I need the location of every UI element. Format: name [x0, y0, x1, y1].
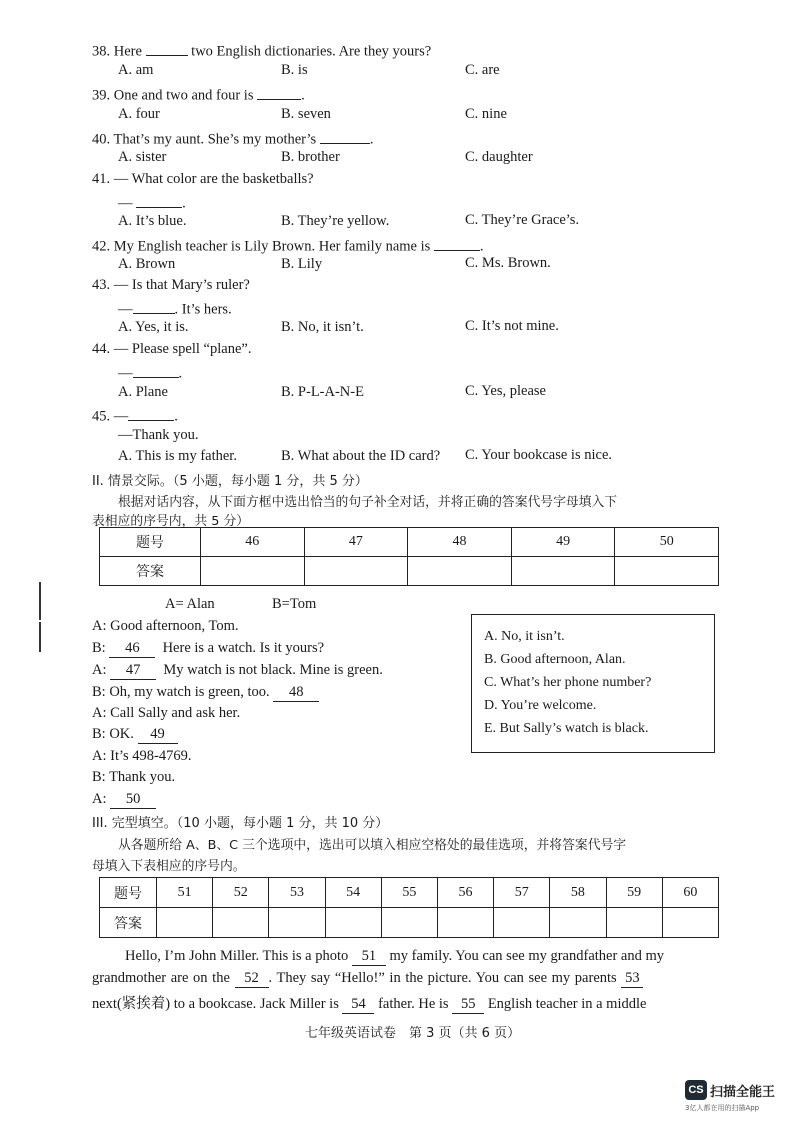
question-44-reply: — .	[118, 362, 182, 383]
option-c: C. nine	[465, 106, 507, 122]
dialogue-line: A: 47 My watch is not black. Mine is green.	[92, 662, 383, 678]
answer-cell[interactable]	[304, 557, 408, 586]
section-2-instruction-1: 根据对话内容，从下面方框中选出恰当的句子补全对话，并将正确的答案代号字母填入下	[118, 495, 618, 510]
answer-cell[interactable]	[157, 908, 213, 938]
table-number: 55	[381, 878, 437, 908]
question-42-stem: 42. My English teacher is Lily Brown. Her family name is .	[92, 235, 484, 256]
option-a: A. Plane	[118, 384, 168, 400]
option-c: C. Ms. Brown.	[465, 255, 551, 271]
table-number: 50	[615, 528, 719, 557]
section-2-instruction-2: 表相应的序号内，共 5 分）	[92, 514, 250, 529]
dialogue-options-box	[471, 614, 715, 753]
passage-line-1: Hello, I’m John Miller. This is a photo 51 my family. You can see my grandfather and my	[125, 948, 665, 964]
option-b: B. P-L-A-N-E	[281, 384, 364, 400]
option-c: C. They’re Grace’s.	[465, 212, 580, 228]
option-b: B. seven	[281, 106, 331, 122]
answer-cell[interactable]	[213, 908, 269, 938]
role-alan: A= Alan	[165, 596, 215, 612]
table-number: 57	[494, 878, 550, 908]
option-c: C. Your bookcase is nice.	[465, 447, 613, 463]
question-39-stem: 39. One and two and four is .	[92, 84, 305, 105]
table-number: 54	[325, 878, 381, 908]
table-number: 59	[606, 878, 662, 908]
answer-table-46-50	[99, 527, 719, 586]
option-item: D. You’re welcome.	[484, 698, 597, 713]
answer-cell[interactable]	[511, 557, 615, 586]
dialogue-line: B: Thank you.	[92, 769, 176, 785]
option-item: C. What’s her phone number?	[484, 675, 652, 690]
table-number: 56	[437, 878, 493, 908]
dialogue-line: B: Oh, my watch is green, too. 48	[92, 684, 319, 702]
answer-cell[interactable]	[437, 908, 493, 938]
dialogue-line: A: It’s 498-4769.	[92, 748, 192, 764]
question-41-stem: 41. — What color are the basketballs?	[92, 171, 314, 187]
question-43-stem: 43. — Is that Mary’s ruler?	[92, 277, 250, 293]
option-a: A. am	[118, 62, 154, 78]
answer-cell[interactable]	[494, 908, 550, 938]
answer-cell[interactable]	[550, 908, 606, 938]
table-number: 58	[550, 878, 606, 908]
option-a: A. It’s blue.	[118, 213, 187, 229]
table-number: 49	[511, 528, 615, 557]
option-c: C. Yes, please	[465, 383, 546, 399]
answer-cell[interactable]	[381, 908, 437, 938]
table-header-label: 题号	[100, 878, 157, 908]
answer-cell[interactable]	[606, 908, 662, 938]
table-number: 52	[213, 878, 269, 908]
option-c: C. daughter	[465, 149, 533, 165]
section-3-heading: III. 完型填空。（10 小题，每小题 1 分，共 10 分）	[92, 816, 389, 831]
table-number: 47	[304, 528, 408, 557]
table-number: 48	[408, 528, 512, 557]
answer-cell[interactable]	[269, 908, 325, 938]
answer-cell[interactable]	[615, 557, 719, 586]
option-a: A. Brown	[118, 256, 176, 272]
option-item: A. No, it isn’t.	[484, 629, 565, 644]
answer-cell[interactable]	[408, 557, 512, 586]
dialogue-line: B: OK. 49	[92, 726, 178, 744]
option-b: B. What about the ID card?	[281, 448, 441, 464]
table-answer-label: 答案	[100, 908, 157, 938]
option-a: A. sister	[118, 149, 167, 165]
question-45-stem: 45. — .	[92, 405, 178, 426]
option-item: E. But Sally’s watch is black.	[484, 721, 649, 736]
camscanner-logo-icon: CS	[685, 1080, 707, 1100]
question-41-reply: — .	[118, 192, 186, 213]
question-38-stem: 38. Here two English dictionaries. Are they yours?	[92, 40, 431, 61]
option-item: B. Good afternoon, Alan.	[484, 652, 626, 667]
option-c: C. It’s not mine.	[465, 318, 559, 334]
role-tom: B=Tom	[272, 596, 317, 612]
option-b: B. No, it isn’t.	[281, 319, 364, 335]
table-number: 46	[201, 528, 305, 557]
dialogue-line: A: Call Sally and ask her.	[92, 705, 241, 721]
table-answer-label: 答案	[100, 557, 201, 586]
dialogue-line: B: 46 Here is a watch. Is it yours?	[92, 640, 325, 656]
dialogue-line: A: Good afternoon, Tom.	[92, 618, 239, 634]
answer-table-51-60	[99, 877, 719, 938]
option-c: C. are	[465, 62, 500, 78]
section-2-heading: II. 情景交际。（5 小题，每小题 1 分，共 5 分）	[92, 474, 368, 489]
watermark-name: 扫描全能王	[710, 1085, 776, 1100]
option-a: A. Yes, it is.	[118, 319, 189, 335]
table-number: 51	[157, 878, 213, 908]
table-header-label: 题号	[100, 528, 201, 557]
margin-mark	[39, 622, 41, 652]
question-45-reply: —Thank you.	[118, 427, 199, 443]
option-a: A. four	[118, 106, 160, 122]
passage-line-3: next(紧挨着) to a bookcase. Jack Miller is 54 father. He is 55 English teacher in a middle	[92, 996, 647, 1012]
table-number: 60	[662, 878, 718, 908]
option-b: B. is	[281, 62, 308, 78]
margin-mark	[39, 582, 41, 620]
page-footer: 七年级英语试卷 第 3 页（共 6 页）	[305, 1026, 521, 1041]
option-a: A. This is my father.	[118, 448, 237, 464]
table-number: 53	[269, 878, 325, 908]
question-44-stem: 44. — Please spell “plane”.	[92, 341, 252, 357]
option-b: B. They’re yellow.	[281, 213, 390, 229]
watermark-tagline: 3亿人都在用的扫描App	[685, 1104, 760, 1112]
section-3-instruction-2: 母填入下表相应的序号内。	[92, 859, 246, 874]
option-b: B. Lily	[281, 256, 323, 272]
question-40-stem: 40. That’s my aunt. She’s my mother’s .	[92, 128, 373, 149]
option-b: B. brother	[281, 149, 340, 165]
dialogue-line: A: 50	[92, 791, 156, 809]
section-3-instruction-1: 从各题所给 A、B、C 三个选项中，选出可以填入相应空格处的最佳选项，并将答案代号字	[118, 838, 627, 853]
answer-cell[interactable]	[201, 557, 305, 586]
question-43-reply: — . It’s hers.	[118, 298, 232, 319]
answer-cell[interactable]	[662, 908, 718, 938]
answer-cell[interactable]	[325, 908, 381, 938]
passage-line-2: grandmother are on the 52 . They say “Hello!” in the picture. You can see my parents 53	[92, 970, 643, 988]
